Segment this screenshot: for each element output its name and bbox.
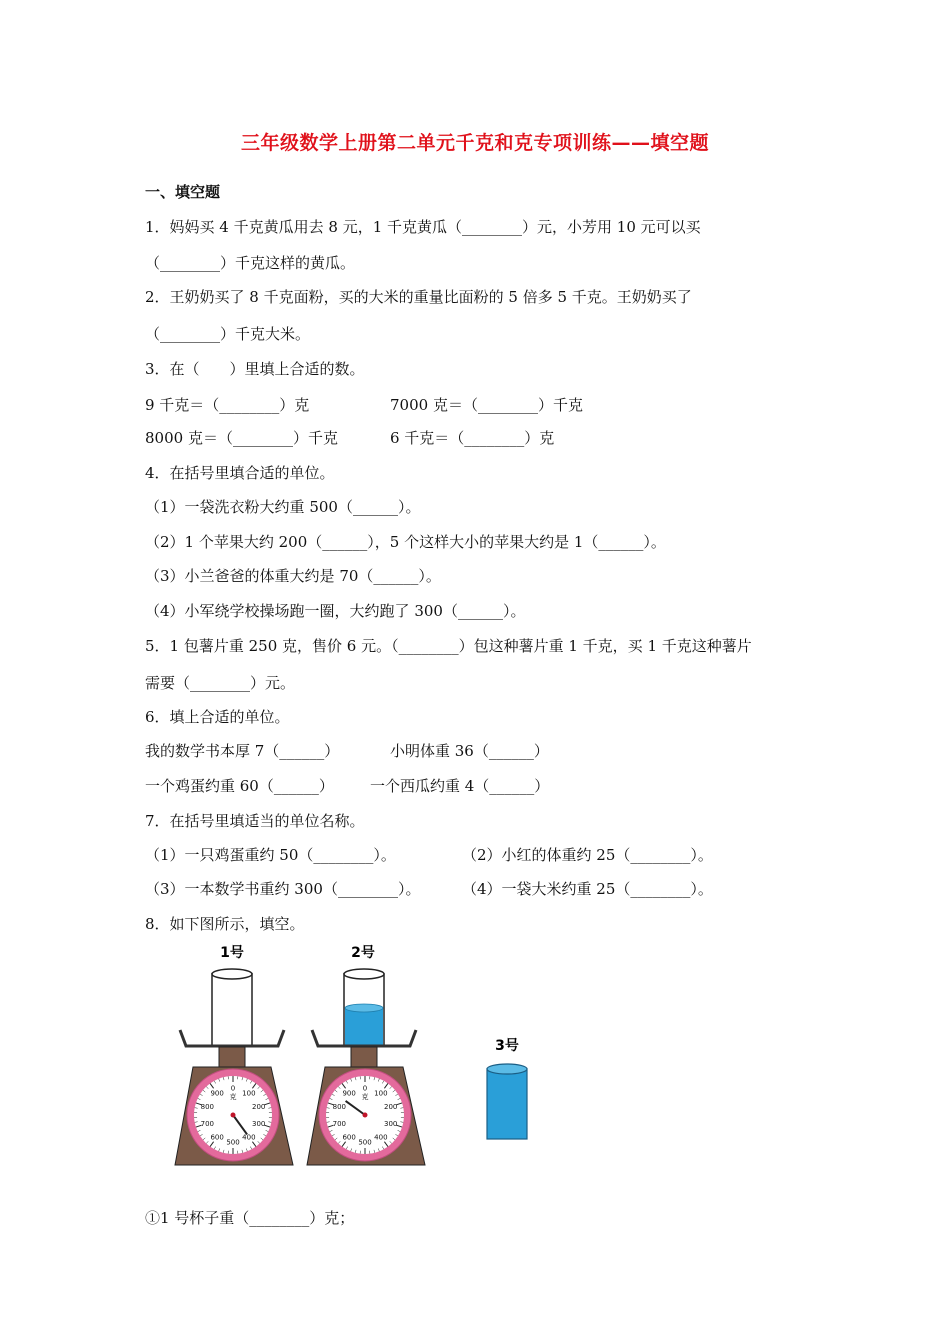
q1-line2: （________）千克这样的黄瓜。 xyxy=(145,254,356,272)
q8-sub1: ①1 号杯子重（________）克； xyxy=(145,1209,355,1227)
q6-b: 小明体重 36（______） xyxy=(390,742,549,760)
dial-number: 200 xyxy=(251,1103,266,1112)
q4-4: （4）小军绕学校操场跑一圈，大约跑了 300（______）。 xyxy=(145,602,526,620)
q7-2: （2）小红的体重约 25（________）。 xyxy=(462,846,713,864)
dial-number: 800 xyxy=(200,1103,215,1112)
scale-2 xyxy=(307,944,425,1165)
q6-stem: 6．填上合适的单位。 xyxy=(145,708,290,726)
dial-number: 200 xyxy=(383,1103,398,1112)
q6-d: 一个西瓜约重 4（______） xyxy=(370,777,550,795)
cup-1 xyxy=(212,974,252,1046)
dial-number: 0 xyxy=(362,1084,368,1093)
q4-1: （1）一袋洗衣粉大约重 500（______）。 xyxy=(145,498,421,516)
scale-1 xyxy=(175,944,293,1165)
dial-number: 100 xyxy=(374,1089,388,1098)
dial-number: 500 xyxy=(358,1138,372,1147)
dial-number: 500 xyxy=(226,1138,240,1147)
cup-2-water-surface xyxy=(345,1004,383,1012)
cup-3-label: 3号 xyxy=(495,1038,519,1054)
q3-b: 7000 克＝（________）千克 xyxy=(390,396,583,414)
dial-2-hub xyxy=(363,1113,368,1118)
q3-a: 9 千克＝（________）克 xyxy=(145,396,310,414)
q4-3: （3）小兰爸爸的体重大约是 70（______）。 xyxy=(145,567,441,585)
cup-1-rim xyxy=(212,969,252,979)
dial-1-unit: 克 xyxy=(229,1093,237,1101)
dial-number: 100 xyxy=(242,1089,256,1098)
cup-3 xyxy=(487,1069,527,1139)
q4-stem: 4．在括号里填合适的单位。 xyxy=(145,464,335,482)
q3-d: 6 千克＝（________）克 xyxy=(390,429,555,447)
q8-stem: 8．如下图所示，填空。 xyxy=(145,915,305,933)
section-heading: 一、填空题 xyxy=(145,183,221,201)
scale-1-label: 1号 xyxy=(220,945,244,961)
q5-line2: 需要（________）元。 xyxy=(145,674,296,692)
scale-2-stem xyxy=(351,1047,377,1067)
dial-number: 900 xyxy=(342,1089,356,1098)
dial-number: 800 xyxy=(332,1103,347,1112)
dial-number: 400 xyxy=(242,1133,256,1142)
q4-2: （2）1 个苹果大约 200（______），5 个这样大小的苹果大约是 1（______）。 xyxy=(145,533,666,551)
dial-number: 600 xyxy=(342,1133,356,1142)
dial-2-unit: 克 xyxy=(361,1093,369,1101)
q2-line2: （________）千克大米。 xyxy=(145,325,311,343)
scale-2-label: 2号 xyxy=(351,945,375,961)
q3-stem: 3．在（ ）里填上合适的数。 xyxy=(145,360,365,378)
dial-number: 0 xyxy=(230,1084,236,1093)
cup-3-rim xyxy=(487,1064,527,1074)
q2-line1: 2．王奶奶买了 8 千克面粉，买的大米的重量比面粉的 5 倍多 5 千克。王奶奶买了 xyxy=(145,288,692,306)
dial-number: 300 xyxy=(251,1119,266,1128)
cup-3-group xyxy=(487,1037,527,1139)
scale-1-stem xyxy=(219,1047,245,1067)
cup-2-rim xyxy=(344,969,384,979)
page-title: 三年级数学上册第二单元千克和克专项训练——填空题 xyxy=(240,132,709,154)
q6-c: 一个鸡蛋约重 60（______） xyxy=(145,777,334,795)
dial-number: 400 xyxy=(374,1133,388,1142)
dial-number: 300 xyxy=(383,1119,398,1128)
cup-2-water xyxy=(345,1008,383,1045)
q5-line1: 5．1 包薯片重 250 克，售价 6 元。（________）包这种薯片重 1 千克，买 1 千克这种薯片 xyxy=(145,637,752,655)
dial-number: 600 xyxy=(210,1133,224,1142)
q6-a: 我的数学书本厚 7（______） xyxy=(145,742,340,760)
dial-number: 700 xyxy=(332,1119,347,1128)
q1-line1: 1．妈妈买 4 千克黄瓜用去 8 元，1 千克黄瓜（________）元，小芳用 10 元可以买 xyxy=(145,218,701,236)
q7-1: （1）一只鸡蛋重约 50（________）。 xyxy=(145,846,396,864)
q7-4: （4）一袋大米约重 25（________）。 xyxy=(462,880,713,898)
q3-c: 8000 克＝（________）千克 xyxy=(145,429,338,447)
dial-number: 900 xyxy=(210,1089,224,1098)
dial-number: 700 xyxy=(200,1119,215,1128)
q7-stem: 7．在括号里填适当的单位名称。 xyxy=(145,812,365,830)
dial-1-hub xyxy=(231,1113,236,1118)
q7-3: （3）一本数学书重约 300（________）。 xyxy=(145,880,421,898)
